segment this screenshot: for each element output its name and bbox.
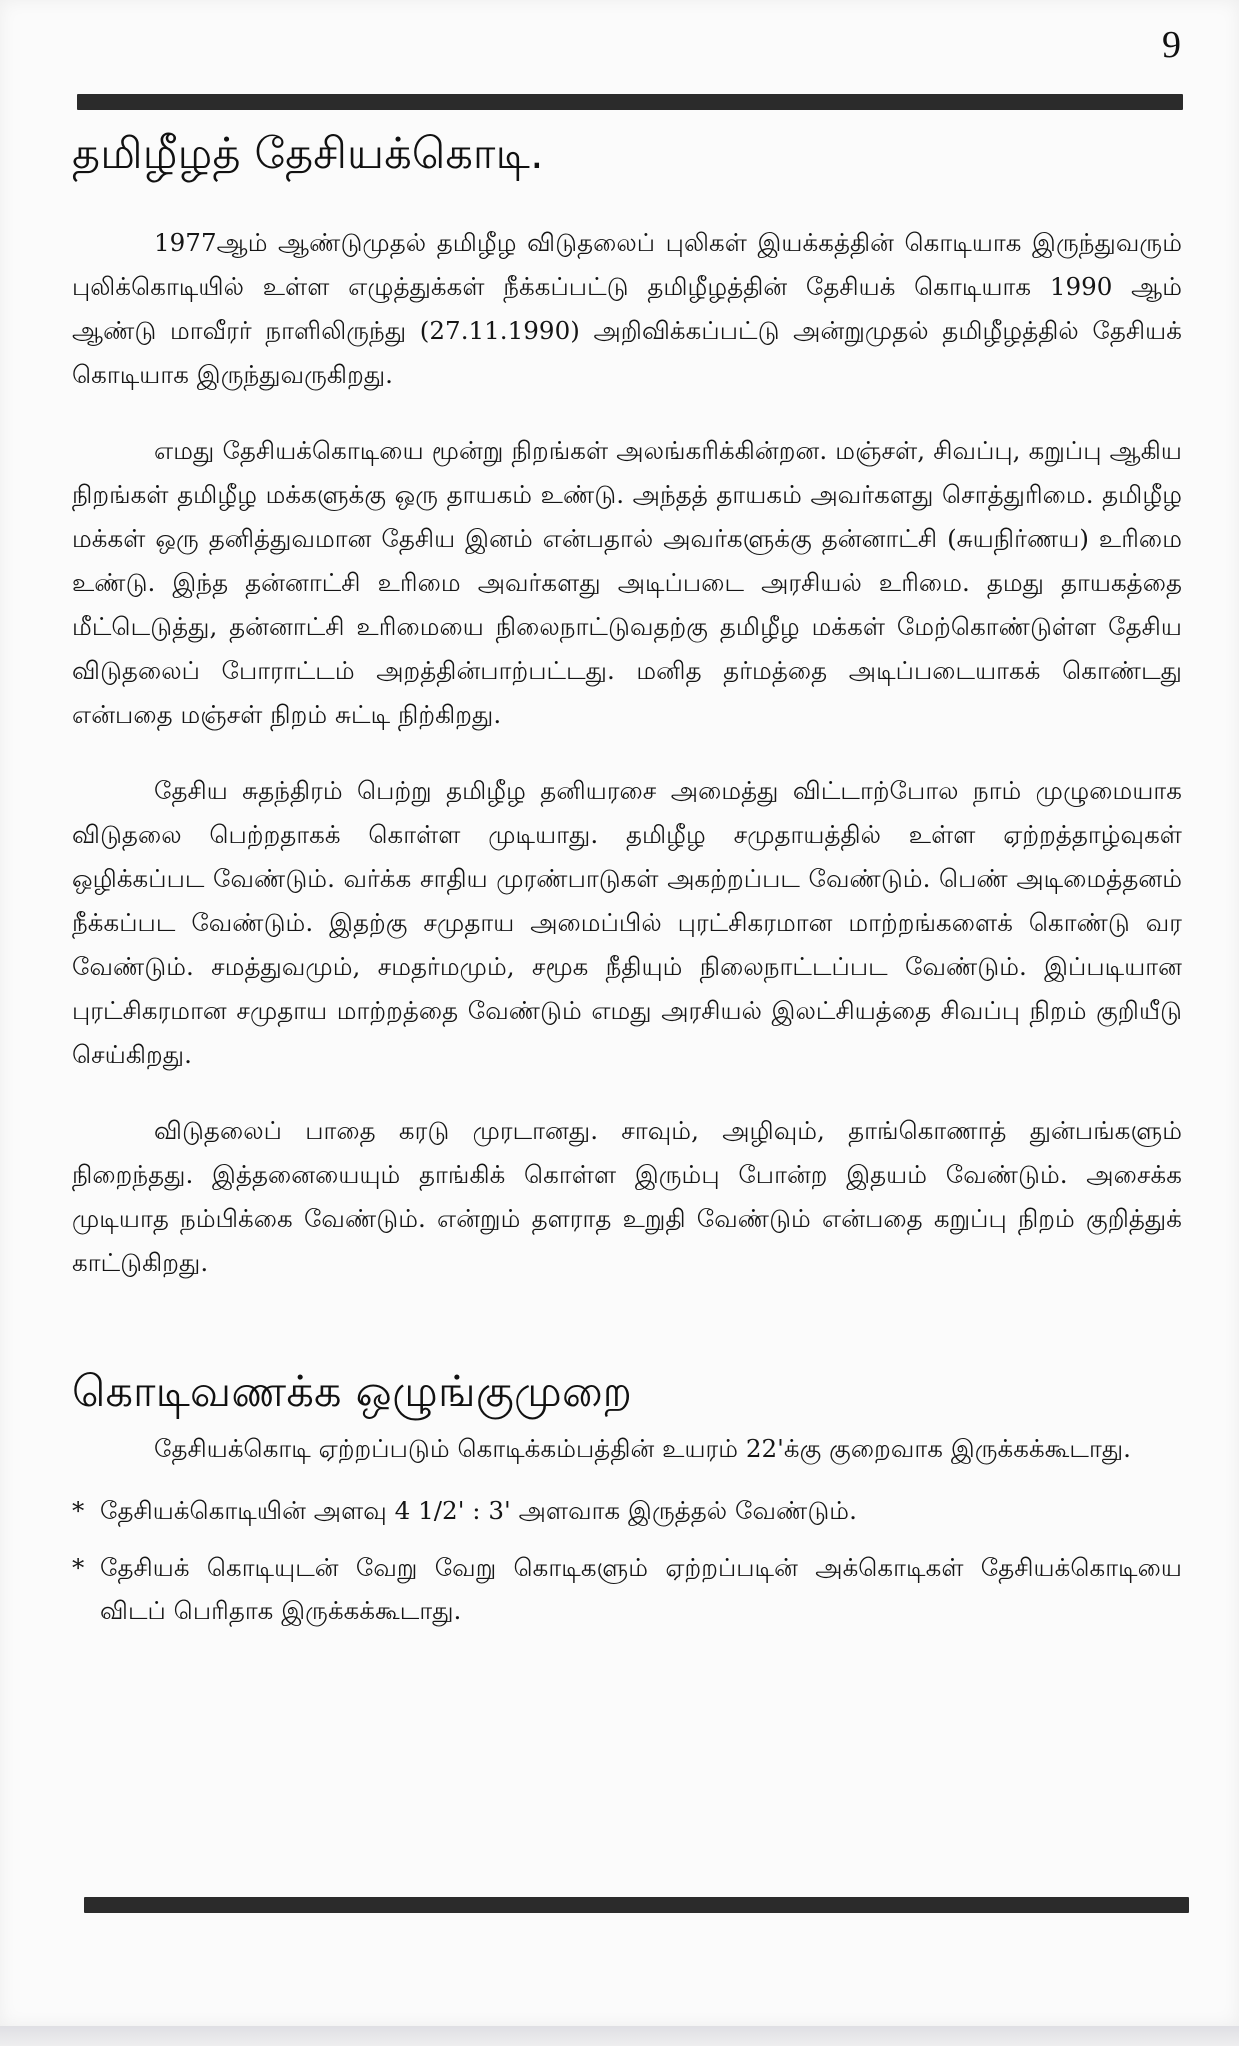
paragraph-flag-colors-yellow: எமது தேசியக்கொடியை மூன்று நிறங்கள் அலங்கரிக்கின்றன. மஞ்சள், சிவப்பு, கறுப்பு ஆகிய நிறங்கள் தமிழீழ மக்களுக்கு ஒரு தாயகம் உண்டு. அந்தத் தாயகம் அவர்களது சொத்துரிமை. தமிழீழ மக்கள் ஒரு தனித்துவமான தேசிய இனம் என்பதால் அவர்களுக்கு தன்னாட்சி (சுயநிர்ணய) உரிமை உண்டு. இந்த தன்னாட்சி உரிமை அவர்களது அடிப்படை அரசியல் உரிமை. தமது தாயகத்தை மீட்டெடுத்து, தன்னாட்சி உரிமையை நிலைநாட்டுவதற்கு தமிழீழ மக்கள் மேற்கொண்டுள்ள தேசிய விடுதலைப் போராட்டம் அறத்தின்பாற்பட்டது. மனித தர்மத்தை அடிப்படையாகக் கொண்டது என்பதை மஞ்சள் நிறம் சுட்டி நிற்கிறது.: [72, 436, 1182, 730]
paragraph-flag-history: 1977ஆம் ஆண்டுமுதல் தமிழீழ விடுதலைப் புலிகள் இயக்கத்தின் கொடியாக இருந்துவரும் புலிக்கொடியில் உள்ள எழுத்துக்கள் நீக்கப்பட்டு தமிழீழத்தின் தேசியக் கொடியாக 1990 ஆம் ஆண்டு மாவீரர் நாளிலிருந்து (27.11.1990) அறிவிக்கப்பட்டு அன்றுமுதல் தமிழீழத்தில் தேசியக் கொடியாக இருந்துவருகிறது.: [72, 228, 1182, 390]
bullet-marker: *: [72, 1553, 85, 1583]
paragraph-flag-colors-red: தேசிய சுதந்திரம் பெற்று தமிழீழ தனியரசை அமைத்து விட்டாற்போல நாம் முழுமையாக விடுதலை பெற்றதாகக் கொள்ள முடியாது. தமிழீழ சமுதாயத்தில் உள்ள ஏற்றத்தாழ்வுகள் ஒழிக்கப்பட வேண்டும். வர்க்க சாதிய முரண்பாடுகள் அகற்றப்பட வேண்டும். பெண் அடிமைத்தனம் நீக்கப்பட வேண்டும். இதற்கு சமுதாய அமைப்பில் புரட்சிகரமான மாற்றங்களைக் கொண்டு வர வேண்டும். சமத்துவமும், சமதர்மமும், சமூக நீதியும் நிலைநாட்டப்பட வேண்டும். இப்படியான புரட்சிகரமான சமுதாய மாற்றத்தை வேண்டும் எமது அரசியல் இலட்சியத்தை சிவப்பு நிறம் குறியீடு செய்கிறது.: [72, 776, 1182, 1070]
bullet-marker: *: [72, 1496, 85, 1526]
top-rule: [77, 94, 1183, 110]
page-content: [72, 130, 1182, 1646]
bullet-text: தேசியக் கொடியுடன் வேறு வேறு கொடிகளும் ஏற்றப்படின் அக்கொடிகள் தேசியக்கொடியை விடப் பெரிதாக இருக்கக்கூடாது.: [100, 1553, 1182, 1626]
page-number: 9: [1162, 24, 1181, 66]
paragraph-flag-colors-black: விடுதலைப் பாதை கரடு முரடானது. சாவும், அழிவும், தாங்கொணாத் துன்பங்களும் நிறைந்தது. இத்தனையையும் தாங்கிக் கொள்ள இரும்பு போன்ற இதயம் வேண்டும். அசைக்க முடியாத நம்பிக்கை வேண்டும். என்றும் தளராத உறுதி வேண்டும் என்பதை கறுப்பு நிறம் குறித்துக் காட்டுகிறது.: [72, 1116, 1182, 1278]
bullet-other-flags: [72, 1546, 1182, 1632]
section-title-flag: தமிழீழத் தேசியக்கொடி.: [72, 129, 544, 179]
bullet-text: தேசியக்கொடியின் அளவு 4 1/2' : 3' அளவாக இருத்தல் வேண்டும்.: [100, 1496, 857, 1526]
section-title-flag-etiquette: கொடிவணக்க ஒழுங்குமுறை: [72, 1367, 633, 1418]
paragraph-flagpole-height: தேசியக்கொடி ஏற்றப்படும் கொடிக்கம்பத்தின் உயரம் 22'க்கு குறைவாக இருக்கக்கூடாது.: [154, 1434, 1131, 1464]
bullet-flag-size: [72, 1489, 1182, 1532]
bottom-rule: [84, 1897, 1189, 1913]
viewer-bottom-bar: [0, 2026, 1239, 2046]
